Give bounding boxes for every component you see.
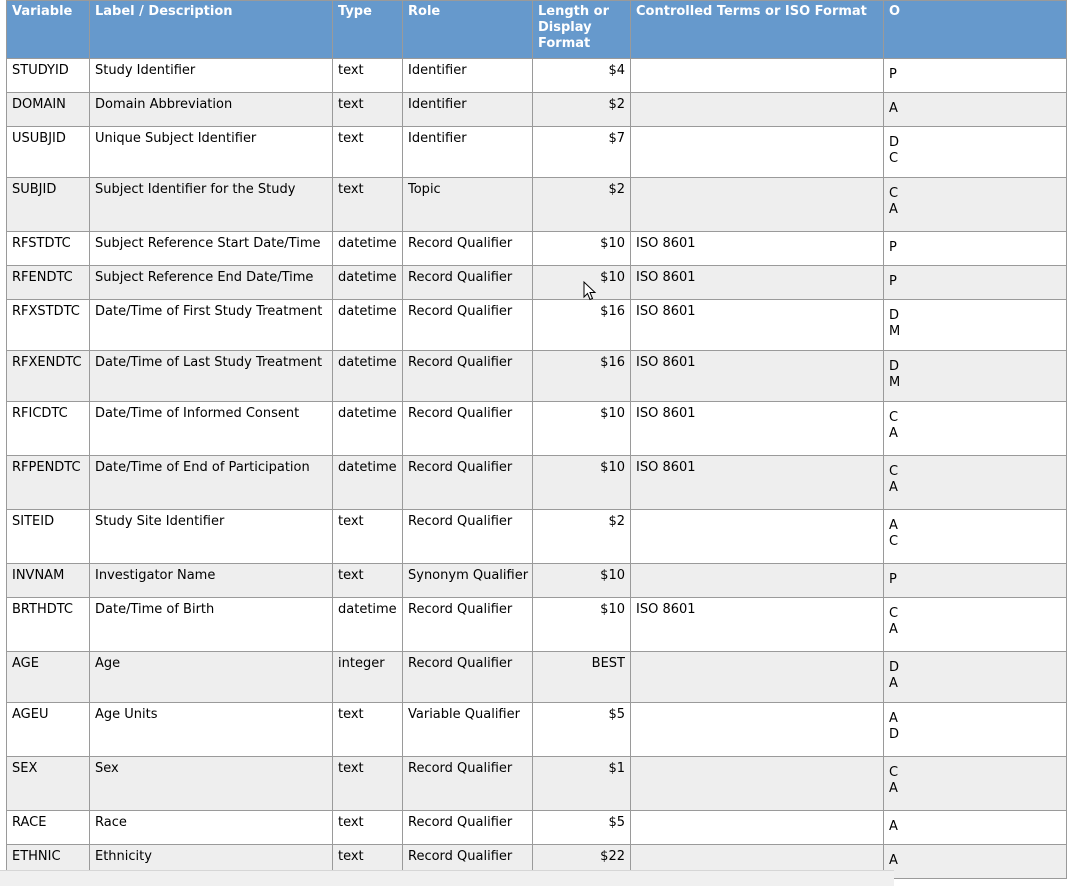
cell-length: $10 — [533, 266, 631, 300]
cell-label: Investigator Name — [90, 564, 333, 598]
cell-length: BEST — [533, 652, 631, 703]
cell-role: Identifier — [403, 93, 533, 127]
cell-origin — [884, 456, 1067, 510]
cell-type: text — [333, 127, 403, 178]
cell-length: $22 — [533, 845, 631, 879]
cell-terms: ISO 8601 — [631, 266, 884, 300]
cell-origin-line: D — [889, 359, 900, 374]
cell-length: $10 — [533, 402, 631, 456]
cell-label: Unique Subject Identifier — [90, 127, 333, 178]
cell-label: Date/Time of Last Study Treatment — [90, 351, 333, 402]
cell-variable: DOMAIN — [7, 93, 90, 127]
cell-origin — [884, 127, 1067, 178]
cell-origin-line: C — [889, 534, 899, 549]
cell-origin — [884, 266, 1067, 300]
cell-origin-line: C — [889, 410, 899, 425]
cell-origin — [884, 300, 1067, 351]
cell-variable: SUBJID — [7, 178, 90, 232]
table-row — [7, 178, 1067, 232]
cell-length: $4 — [533, 59, 631, 93]
cell-type: datetime — [333, 300, 403, 351]
cell-origin — [884, 811, 1067, 845]
header-label[interactable]: Label / Description — [90, 1, 333, 59]
cell-variable: RFICDTC — [7, 402, 90, 456]
cell-variable: RFSTDTC — [7, 232, 90, 266]
cell-type: datetime — [333, 402, 403, 456]
cell-type: datetime — [333, 232, 403, 266]
cell-terms — [631, 178, 884, 232]
cell-variable: RFENDTC — [7, 266, 90, 300]
cell-origin-line: M — [889, 324, 901, 339]
cell-origin — [884, 59, 1067, 93]
header-origin[interactable]: O — [884, 1, 1067, 59]
cell-type: text — [333, 703, 403, 757]
cell-variable: ETHNIC — [7, 845, 90, 879]
cell-length: $7 — [533, 127, 631, 178]
cell-origin-line: A — [889, 480, 898, 495]
table-row — [7, 127, 1067, 178]
cell-origin-line: P — [889, 240, 897, 255]
cell-role: Synonym Qualifier — [403, 564, 533, 598]
table-row — [7, 402, 1067, 456]
cell-origin-line: A — [889, 101, 898, 116]
cell-role: Identifier — [403, 127, 533, 178]
cell-type: text — [333, 564, 403, 598]
cell-origin-line: A — [889, 426, 898, 441]
cell-role: Record Qualifier — [403, 351, 533, 402]
cell-label: Subject Reference End Date/Time — [90, 266, 333, 300]
cell-label: Study Site Identifier — [90, 510, 333, 564]
cell-length: $10 — [533, 598, 631, 652]
header-role[interactable]: Role — [403, 1, 533, 59]
cell-variable: RFPENDTC — [7, 456, 90, 510]
cell-variable: SEX — [7, 757, 90, 811]
cell-variable: AGE — [7, 652, 90, 703]
cell-role: Record Qualifier — [403, 845, 533, 879]
cell-terms — [631, 811, 884, 845]
header-length[interactable]: Length or Display Format — [533, 1, 631, 59]
cell-origin — [884, 402, 1067, 456]
cell-origin-line: A — [889, 518, 898, 533]
cell-length: $10 — [533, 564, 631, 598]
cell-terms — [631, 93, 884, 127]
cell-terms — [631, 652, 884, 703]
variable-metadata-table — [6, 0, 1067, 879]
cell-type: text — [333, 59, 403, 93]
cell-type: text — [333, 757, 403, 811]
cell-terms: ISO 8601 — [631, 598, 884, 652]
cell-type: datetime — [333, 456, 403, 510]
cell-variable: SITEID — [7, 510, 90, 564]
table-row — [7, 564, 1067, 598]
cell-label: Ethnicity — [90, 845, 333, 879]
header-type[interactable]: Type — [333, 1, 403, 59]
cell-role: Record Qualifier — [403, 300, 533, 351]
cell-role: Record Qualifier — [403, 232, 533, 266]
cell-length: $2 — [533, 510, 631, 564]
cell-label: Date/Time of Informed Consent — [90, 402, 333, 456]
cell-label: Age — [90, 652, 333, 703]
cell-origin-line: A — [889, 622, 898, 637]
cell-role: Topic — [403, 178, 533, 232]
cell-origin — [884, 510, 1067, 564]
cell-type: integer — [333, 652, 403, 703]
cell-origin-line: P — [889, 274, 897, 289]
cell-type: datetime — [333, 598, 403, 652]
cell-origin — [884, 178, 1067, 232]
cell-type: text — [333, 510, 403, 564]
cell-terms: ISO 8601 — [631, 402, 884, 456]
cell-length: $16 — [533, 300, 631, 351]
cell-origin — [884, 351, 1067, 402]
table-row — [7, 757, 1067, 811]
cell-label: Domain Abbreviation — [90, 93, 333, 127]
cell-terms — [631, 703, 884, 757]
table-row — [7, 93, 1067, 127]
table-row — [7, 266, 1067, 300]
cell-origin-line: A — [889, 819, 898, 834]
cell-origin-line: P — [889, 572, 897, 587]
cell-label: Date/Time of End of Participation — [90, 456, 333, 510]
cell-label: Sex — [90, 757, 333, 811]
cell-length: $5 — [533, 811, 631, 845]
cell-origin-line: A — [889, 676, 898, 691]
cell-origin-line: D — [889, 308, 900, 323]
cell-origin-line: C — [889, 606, 899, 621]
cell-variable: BRTHDTC — [7, 598, 90, 652]
cell-role: Record Qualifier — [403, 811, 533, 845]
header-variable[interactable]: Variable — [7, 1, 90, 59]
cell-origin-line: M — [889, 375, 901, 390]
cell-terms — [631, 757, 884, 811]
cell-role: Variable Qualifier — [403, 703, 533, 757]
horizontal-scrollbar[interactable] — [0, 870, 894, 886]
cell-origin — [884, 564, 1067, 598]
cell-type: text — [333, 93, 403, 127]
cell-variable: AGEU — [7, 703, 90, 757]
cell-type: text — [333, 178, 403, 232]
cell-label: Date/Time of First Study Treatment — [90, 300, 333, 351]
table-row — [7, 456, 1067, 510]
cell-role: Identifier — [403, 59, 533, 93]
cell-role: Record Qualifier — [403, 402, 533, 456]
cell-origin-line: D — [889, 660, 900, 675]
cell-origin-line: C — [889, 151, 899, 166]
mouse-pointer-icon — [583, 281, 597, 301]
cell-type: datetime — [333, 351, 403, 402]
cell-origin-line: C — [889, 765, 899, 780]
cell-variable: RFXENDTC — [7, 351, 90, 402]
cell-role: Record Qualifier — [403, 757, 533, 811]
table-row — [7, 351, 1067, 402]
cell-origin-line: A — [889, 711, 898, 726]
cell-terms — [631, 564, 884, 598]
cell-role: Record Qualifier — [403, 652, 533, 703]
cell-length: $10 — [533, 456, 631, 510]
cell-role: Record Qualifier — [403, 598, 533, 652]
cell-origin-line: D — [889, 135, 900, 150]
table-row — [7, 510, 1067, 564]
cell-origin-line: C — [889, 464, 899, 479]
cell-origin-line: A — [889, 202, 898, 217]
cell-role: Record Qualifier — [403, 510, 533, 564]
cell-variable: INVNAM — [7, 564, 90, 598]
cell-length: $10 — [533, 232, 631, 266]
cell-type: datetime — [333, 266, 403, 300]
cell-variable: USUBJID — [7, 127, 90, 178]
table-row — [7, 232, 1067, 266]
cell-origin — [884, 232, 1067, 266]
cell-origin-line: P — [889, 67, 897, 82]
cell-terms: ISO 8601 — [631, 456, 884, 510]
cell-label: Study Identifier — [90, 59, 333, 93]
cell-label: Race — [90, 811, 333, 845]
header-terms[interactable]: Controlled Terms or ISO Format — [631, 1, 884, 59]
cell-length: $5 — [533, 703, 631, 757]
table-row — [7, 598, 1067, 652]
cell-origin — [884, 703, 1067, 757]
table-row — [7, 300, 1067, 351]
table-row — [7, 703, 1067, 757]
cell-origin — [884, 757, 1067, 811]
cell-origin-line: D — [889, 727, 900, 742]
cell-length: $1 — [533, 757, 631, 811]
cell-terms: ISO 8601 — [631, 300, 884, 351]
cell-terms — [631, 127, 884, 178]
cell-variable: STUDYID — [7, 59, 90, 93]
cell-type: text — [333, 811, 403, 845]
cell-origin-line: C — [889, 186, 899, 201]
cell-origin — [884, 598, 1067, 652]
cell-origin-line: A — [889, 853, 898, 868]
cell-origin — [884, 652, 1067, 703]
cell-terms — [631, 59, 884, 93]
cell-length: $2 — [533, 93, 631, 127]
cell-terms: ISO 8601 — [631, 232, 884, 266]
cell-type: text — [333, 845, 403, 879]
cell-origin — [884, 845, 1067, 879]
cell-terms — [631, 510, 884, 564]
cell-label: Date/Time of Birth — [90, 598, 333, 652]
cell-variable: RACE — [7, 811, 90, 845]
table-header-row — [7, 1, 1067, 59]
cell-role: Record Qualifier — [403, 266, 533, 300]
cell-origin-line: A — [889, 781, 898, 796]
table-row — [7, 652, 1067, 703]
cell-label: Age Units — [90, 703, 333, 757]
cell-terms: ISO 8601 — [631, 351, 884, 402]
table-row — [7, 811, 1067, 845]
cell-label: Subject Reference Start Date/Time — [90, 232, 333, 266]
table-row — [7, 59, 1067, 93]
cell-variable: RFXSTDTC — [7, 300, 90, 351]
cell-origin — [884, 93, 1067, 127]
cell-length: $2 — [533, 178, 631, 232]
cell-role: Record Qualifier — [403, 456, 533, 510]
cell-label: Subject Identifier for the Study — [90, 178, 333, 232]
cell-length: $16 — [533, 351, 631, 402]
